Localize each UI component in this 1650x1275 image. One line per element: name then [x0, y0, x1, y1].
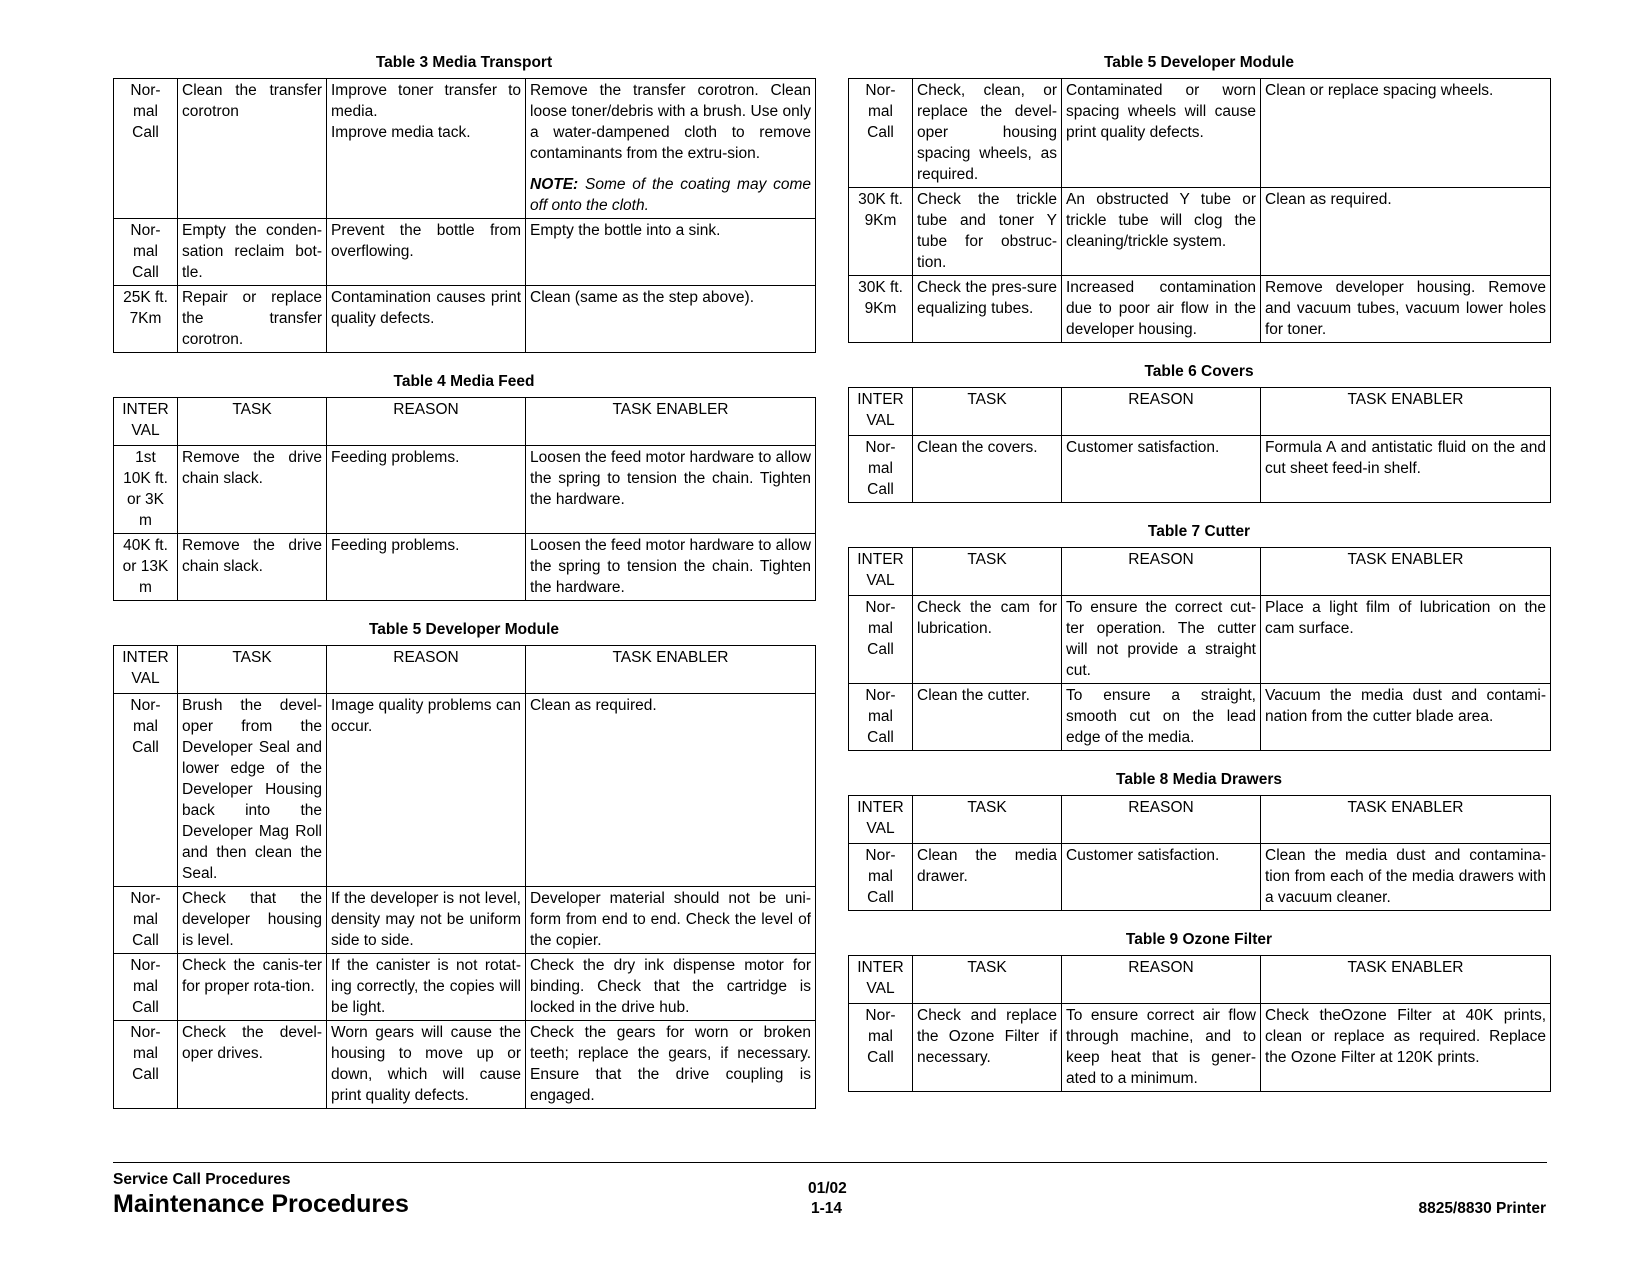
enabler-text: Formula A and antistatic fluid on the and cut sheet feed-in shelf. [1265, 439, 1546, 477]
table-row [114, 534, 816, 601]
table-row [114, 1021, 816, 1109]
table-header-row [849, 956, 1551, 1004]
interval-cell [849, 1004, 913, 1092]
reason-line: Customer satisfaction. [1066, 439, 1220, 456]
task-enabler-cell [526, 219, 816, 286]
enabler-text: Developer material should not be uni-form from end to end. Check the level of the copier. [530, 890, 811, 949]
table-header-row [849, 548, 1551, 596]
column-header [849, 388, 913, 436]
interval-line: or 13K [122, 558, 169, 575]
table-row [114, 694, 816, 887]
task-cell: Brush the devel-oper from the Developer Seal and lower edge of the Developer Housing back into the Developer Mag Roll and then clean the Seal. [178, 694, 327, 887]
interval-line: 40K ft. [123, 537, 168, 554]
enabler-text: Check theOzone Filter at 40K prints, clean or replace as required. Replace the Ozone Filter at 120K prints. [1265, 1007, 1546, 1066]
column-header: REASON [1062, 548, 1261, 596]
interval-cell [114, 954, 178, 1021]
enabler-text: Clean or replace spacing wheels. [1265, 82, 1494, 99]
enabler-text: Empty the bottle into a sink. [530, 222, 721, 239]
interval-line: Call [867, 641, 894, 658]
table-row [849, 1004, 1551, 1092]
table-title: Table 8 Media Drawers [1116, 771, 1282, 788]
footer-date: 01/02 [808, 1180, 847, 1197]
maintenance-table-block [848, 363, 1550, 503]
reason-cell [327, 887, 526, 954]
task-enabler-cell [1261, 1004, 1551, 1092]
task-enabler-cell [1261, 79, 1551, 188]
reason-cell [327, 79, 526, 219]
column-header: REASON [1062, 956, 1261, 1004]
interval-cell [849, 436, 913, 503]
table-header-row [849, 796, 1551, 844]
table-row [114, 79, 816, 219]
interval-line: mal [133, 103, 158, 120]
maintenance-table-block [113, 621, 815, 1109]
interval-cell [114, 286, 178, 353]
task-cell: Check, clean, or replace the devel-oper housing spacing wheels, as required. [913, 79, 1062, 188]
table-title: Table 5 Developer Module [368, 621, 560, 638]
column-header: TASK ENABLER [526, 398, 816, 446]
task-enabler-cell [1261, 684, 1551, 751]
maintenance-table [848, 547, 1551, 751]
column-header: TASK [178, 646, 327, 694]
task-cell: Clean the transfer corotron [178, 79, 327, 219]
task-enabler-cell [1261, 596, 1551, 684]
task-cell: Check the pres-sure equalizing tubes. [913, 276, 1062, 343]
reason-line: Feeding problems. [331, 449, 460, 466]
reason-line: Contaminated or worn spacing wheels will cause print quality defects. [1066, 82, 1256, 141]
reason-cell [1062, 436, 1261, 503]
interval-line: Call [132, 932, 159, 949]
interval-cell [849, 844, 913, 911]
column-header: REASON [327, 398, 526, 446]
interval-line: mal [868, 708, 893, 725]
enabler-text: Clean as required. [530, 697, 657, 714]
task-enabler-cell [526, 79, 816, 219]
interval-line: m [139, 512, 152, 529]
interval-line: Nor- [130, 222, 161, 239]
interval-cell [114, 1021, 178, 1109]
reason-cell [1062, 276, 1261, 343]
reason-line: Prevent the bottle from overflowing. [331, 222, 521, 260]
interval-cell [849, 684, 913, 751]
interval-line: Nor- [130, 697, 161, 714]
column-header: REASON [327, 646, 526, 694]
task-cell: Remove the drive chain slack. [178, 446, 327, 534]
interval-line: mal [868, 620, 893, 637]
column-header [114, 398, 178, 446]
task-enabler-cell [526, 286, 816, 353]
interval-line: mal [133, 243, 158, 260]
reason-cell [1062, 844, 1261, 911]
column-header [849, 956, 913, 1004]
maintenance-table [848, 78, 1551, 343]
footer-divider [113, 1162, 1547, 1163]
interval-line: 25K ft. [123, 289, 168, 306]
note-body: Some of the coating may come off onto the cloth. [530, 176, 811, 214]
reason-cell [327, 446, 526, 534]
interval-line: 30K ft. [858, 191, 903, 208]
interval-line: Call [867, 481, 894, 498]
column-header: TASK ENABLER [1261, 956, 1551, 1004]
column-header: TASK ENABLER [1261, 388, 1551, 436]
maintenance-table-block [113, 373, 815, 601]
interval-line: Call [132, 1066, 159, 1083]
reason-line: Feeding problems. [331, 537, 460, 554]
table-title: Table 9 Ozone Filter [1125, 931, 1273, 948]
table-title: Table 7 Cutter [1147, 523, 1251, 540]
footer-page-number: 1-14 [811, 1200, 843, 1217]
enabler-text: Loosen the feed motor hardware to allow the spring to tension the chain. Tighten the hardware. [530, 449, 811, 508]
interval-line: mal [133, 718, 158, 735]
enabler-text: Place a light film of lubrication on the cam surface. [1265, 599, 1546, 637]
footer-product-name: 8825/8830 Printer [1418, 1200, 1546, 1217]
interval-line: mal [133, 978, 158, 995]
interval-line: Nor- [130, 957, 161, 974]
reason-line: Customer satisfaction. [1066, 847, 1220, 864]
enabler-text: Clean the media dust and contamina-tion from each of the media drawers with a vacuum cleaner. [1265, 847, 1546, 906]
interval-line: Call [132, 124, 159, 141]
reason-line: Image quality problems can occur. [331, 697, 521, 735]
table-row [849, 188, 1551, 276]
header-line: VAL [866, 980, 895, 997]
reason-cell [327, 694, 526, 887]
reason-line: Improve media tack. [331, 124, 471, 141]
maintenance-table-block [848, 771, 1550, 911]
reason-cell [1062, 1004, 1261, 1092]
interval-line: Call [132, 739, 159, 756]
column-header [849, 548, 913, 596]
left-column [113, 54, 815, 1129]
header-line: VAL [866, 412, 895, 429]
interval-line: or 3K [126, 491, 165, 508]
reason-cell [327, 286, 526, 353]
header-line: INTER [857, 959, 904, 976]
reason-cell [327, 954, 526, 1021]
interval-cell [849, 79, 913, 188]
task-enabler-cell [526, 954, 816, 1021]
interval-cell [849, 596, 913, 684]
maintenance-table-block [113, 54, 815, 353]
interval-line: Call [867, 729, 894, 746]
header-line: VAL [131, 670, 160, 687]
interval-line: 1st [135, 449, 156, 466]
interval-line: Nor- [865, 1007, 896, 1024]
maintenance-table [113, 397, 816, 601]
interval-line: mal [868, 1028, 893, 1045]
reason-line: Contamination causes print quality defects. [331, 289, 521, 327]
interval-line: Nor- [865, 82, 896, 99]
table-row [849, 596, 1551, 684]
column-header [114, 646, 178, 694]
reason-line: An obstructed Y tube or trickle tube will clog the cleaning/trickle system. [1066, 191, 1256, 250]
interval-line: Call [132, 264, 159, 281]
enabler-text: Clean as required. [1265, 191, 1392, 208]
task-cell: Repair or replace the transfer corotron. [178, 286, 327, 353]
interval-line: Call [867, 1049, 894, 1066]
reason-line: Increased contamination due to poor air flow in the developer housing. [1066, 279, 1256, 338]
column-header: TASK [178, 398, 327, 446]
task-enabler-cell [1261, 844, 1551, 911]
table-title: Table 6 Covers [1144, 363, 1254, 380]
reason-line: If the canister is not rotat-ing correctly, the copies will be light. [331, 957, 521, 1016]
enabler-text: Vacuum the media dust and contami-nation from the cutter blade area. [1265, 687, 1546, 725]
interval-line: 9Km [864, 300, 897, 317]
interval-line: 9Km [864, 212, 897, 229]
interval-line: mal [868, 460, 893, 477]
enabler-text: Remove developer housing. Remove and vacuum tubes, vacuum lower holes for toner. [1265, 279, 1546, 338]
table-row [114, 219, 816, 286]
task-enabler-cell [1261, 436, 1551, 503]
reason-line: Worn gears will cause the housing to move up or down, which will cause print quality defects. [331, 1024, 521, 1104]
reason-cell [1062, 684, 1261, 751]
interval-cell [114, 219, 178, 286]
task-enabler-cell [1261, 188, 1551, 276]
interval-line: Call [867, 889, 894, 906]
enabler-text: Loosen the feed motor hardware to allow the spring to tension the chain. Tighten the hardware. [530, 537, 811, 596]
interval-line: Nor- [865, 599, 896, 616]
maintenance-table [848, 955, 1551, 1092]
interval-line: 10K ft. [123, 470, 168, 487]
task-cell: Check the trickle tube and toner Y tube for obstruc-tion. [913, 188, 1062, 276]
header-line: INTER [857, 799, 904, 816]
task-enabler-cell [526, 887, 816, 954]
interval-line: Call [132, 999, 159, 1016]
interval-cell [114, 534, 178, 601]
interval-cell [114, 694, 178, 887]
task-cell: Clean the covers. [913, 436, 1062, 503]
column-header: TASK ENABLER [1261, 548, 1551, 596]
column-header [849, 796, 913, 844]
task-enabler-cell [526, 534, 816, 601]
table-header-row [114, 646, 816, 694]
footer-section-name: Service Call Procedures [113, 1171, 291, 1188]
task-enabler-cell [526, 1021, 816, 1109]
enabler-text: Check the gears for worn or broken teeth; replace the gears, if necessary. Ensure that the drive coupling is engaged. [530, 1024, 811, 1104]
header-line: INTER [122, 649, 169, 666]
column-header: TASK [913, 388, 1062, 436]
header-line: INTER [122, 401, 169, 418]
table-row [114, 954, 816, 1021]
table-row [849, 436, 1551, 503]
header-line: VAL [866, 572, 895, 589]
reason-line: To ensure a straight, smooth cut on the lead edge of the media. [1066, 687, 1256, 746]
task-enabler-cell [526, 446, 816, 534]
table-row [114, 446, 816, 534]
task-cell: Clean the cutter. [913, 684, 1062, 751]
maintenance-table [113, 78, 816, 353]
interval-line: Nor- [865, 847, 896, 864]
reason-cell [327, 534, 526, 601]
reason-cell [1062, 188, 1261, 276]
maintenance-table-block [848, 931, 1550, 1092]
enabler-text: Check the dry ink dispense motor for binding. Check that the cartridge is locked in the drive hub. [530, 957, 811, 1016]
table-title: Table 3 Media Transport [375, 54, 553, 71]
table-row [849, 276, 1551, 343]
table-row [114, 286, 816, 353]
task-cell: Remove the drive chain slack. [178, 534, 327, 601]
note-text [530, 174, 811, 216]
interval-cell [849, 276, 913, 343]
note-label: NOTE: [530, 176, 579, 193]
task-cell: Check the cam for lubrication. [913, 596, 1062, 684]
table-row [849, 79, 1551, 188]
task-cell: Check and replace the Ozone Filter if necessary. [913, 1004, 1062, 1092]
reason-line: If the developer is not level, density may not be uniform side to side. [331, 890, 521, 949]
interval-cell [114, 79, 178, 219]
enabler-text: Remove the transfer corotron. Clean loose toner/debris with a brush. Use only a water-dampened cloth to remove contaminants from the extru-sion. [530, 82, 811, 162]
maintenance-table [848, 795, 1551, 911]
column-header: TASK [913, 548, 1062, 596]
column-header: TASK ENABLER [1261, 796, 1551, 844]
table-header-row [114, 398, 816, 446]
maintenance-table [113, 645, 816, 1109]
table-row [849, 844, 1551, 911]
table-row [114, 887, 816, 954]
header-line: INTER [857, 391, 904, 408]
table-header-row [849, 388, 1551, 436]
interval-line: m [139, 579, 152, 596]
interval-line: Nor- [865, 439, 896, 456]
interval-cell [114, 887, 178, 954]
column-header: TASK [913, 796, 1062, 844]
interval-line: mal [868, 103, 893, 120]
task-cell: Clean the media drawer. [913, 844, 1062, 911]
column-header: TASK ENABLER [526, 646, 816, 694]
reason-cell [327, 1021, 526, 1109]
interval-line: 30K ft. [858, 279, 903, 296]
task-enabler-cell [526, 694, 816, 887]
column-header: REASON [1062, 388, 1261, 436]
task-cell: Check that the developer housing is level. [178, 887, 327, 954]
interval-line: Nor- [865, 687, 896, 704]
interval-line: Nor- [130, 890, 161, 907]
table-title: Table 4 Media Feed [393, 373, 535, 390]
header-line: VAL [866, 820, 895, 837]
reason-cell [1062, 79, 1261, 188]
right-column [848, 54, 1550, 1112]
interval-line: mal [133, 1045, 158, 1062]
interval-line: 7Km [129, 310, 162, 327]
reason-line: To ensure correct air flow through machine, and to keep heat that is gener-ated to a minimum. [1066, 1007, 1256, 1087]
interval-line: Nor- [130, 82, 161, 99]
task-enabler-cell [1261, 276, 1551, 343]
reason-cell [1062, 596, 1261, 684]
header-line: VAL [131, 422, 160, 439]
task-cell: Check the canis-ter for proper rota-tion. [178, 954, 327, 1021]
maintenance-table-block [848, 523, 1550, 751]
interval-line: mal [133, 911, 158, 928]
reason-line: To ensure the correct cut-ter operation. The cutter will not provide a straight cut. [1066, 599, 1256, 679]
interval-line: Nor- [130, 1024, 161, 1041]
interval-cell [849, 188, 913, 276]
table-title: Table 5 Developer Module [1103, 54, 1295, 71]
enabler-text: Clean (same as the step above). [530, 289, 755, 306]
reason-cell [327, 219, 526, 286]
footer-chapter-title: Maintenance Procedures [113, 1190, 409, 1218]
table-row [849, 684, 1551, 751]
maintenance-table [848, 387, 1551, 503]
reason-line: Improve toner transfer to media. [331, 82, 521, 120]
task-cell: Check the devel-oper drives. [178, 1021, 327, 1109]
interval-line: Call [867, 124, 894, 141]
header-line: INTER [857, 551, 904, 568]
maintenance-table-block [848, 54, 1550, 343]
task-cell: Empty the conden-sation reclaim bot-tle. [178, 219, 327, 286]
interval-line: mal [868, 868, 893, 885]
column-header: REASON [1062, 796, 1261, 844]
interval-cell [114, 446, 178, 534]
column-header: TASK [913, 956, 1062, 1004]
